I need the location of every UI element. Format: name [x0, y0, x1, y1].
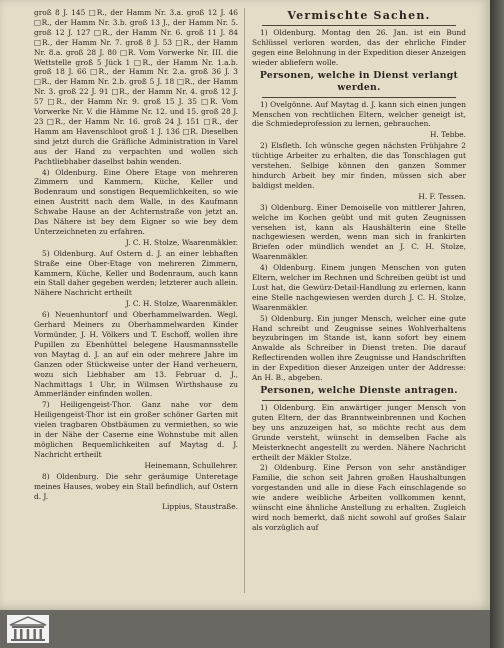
- scan-footer-bar: [0, 610, 490, 648]
- column-divider: [244, 8, 245, 593]
- signature-line: J. C. H. Stolze, Waarenmäkler.: [125, 299, 238, 309]
- notice-paragraph: 4) Oldenburg. Eine Obere Etage von mehreren Zimmern und Kammern, Küche, Keller und Bodenraum und sonstigen Bequemlichkeiten, so wie einen Austritt nach dem Walle, in des Kaufmann Schwabe Hause an der Achternstraße von jetzt an. Das Nähere ist bey dem Eigner so wie bey dem Unterzeichneten zu erfahren.: [34, 167, 238, 236]
- notice-paragraph: 2) Oldenburg. Eine Person von sehr anständiger Familie, die schon seit Jahren großen Haushaltungen vorgestanden und alle in diese Fach einschlagende so wie andere weibliche Arbeiten vollkommen kennt, wünscht eine ähnliche Anstellung zu erhalten. Zugleich wird noch bemerkt, daß nicht sowohl auf großes Salair als vorzüglich auf: [252, 463, 466, 532]
- notice-paragraph: 7) Heiligengeist-Thor. Ganz nahe vor dem Heiligengeist-Thor ist ein großer schöner Garten mit vielen tragbaren Obstbäumen zu vermiethen, so wie in der Nähe der Caserne eine Wohnstube mit allen möglichen Bequemlichkeiten auf Maytag d. J. Nachricht ertheilt: [34, 400, 238, 459]
- signature-line: Heinemann, Schullehrer.: [144, 460, 238, 470]
- signature-line: J. C. H. Stolze, Waarenmäkler.: [125, 237, 238, 247]
- signature-line: H. Tebbe.: [429, 130, 466, 140]
- library-building-logo: [6, 614, 50, 644]
- heading-rule: [262, 97, 456, 98]
- left-column: [34, 8, 238, 513]
- notice-paragraph: 5) Oldenburg. Auf Ostern d. J. an einer lebhaften Straße eine Ober-Etage von mehreren Zimmern, Kammern, Küche, Keller und Bodenraum, auch kann ein Stall daher gegeben werden; letzterer auch allein. Nähere Nachricht ertheilt: [34, 248, 238, 298]
- signature-line: H. F. Tessen.: [418, 191, 466, 201]
- heading-rule: [262, 400, 456, 401]
- heading-rule: [262, 25, 456, 26]
- notice-paragraph: 1) Oldenburg. Montag den 26. Jan. ist ein Bund Schlüssel verloren worden, das der ehrliche Finder gegen eine Belohnung in der Expedition dieser Anzeigen wieder abliefern wolle.: [252, 28, 466, 67]
- notice-paragraph: 2) Elsfleth. Ich wünsche gegen nächsten Frühjahre 2 tüchtige Arbeiter zu erhalten, die das Tonschlagen gut verstehen. Selbige können den ganzen Sommer hindurch Arbeit bey mir finden, müssen sich aber baldigst melden.: [252, 141, 466, 190]
- notice-paragraph: 4) Oldenburg. Einem jungen Menschen von guten Eltern, welcher im Rechnen und Schreiben geübt ist und Lust hat, die Gewürz-Detail-Handlung zu erlernen, kann eine Stelle nachgewiesen werden durch J. C. H. Stolze, Waarenmäkler.: [252, 263, 466, 312]
- notice-paragraph: 6) Neuenhuntorf und Oberhammelwarden. Wegl. Gerhard Meiners zu Oberhammelwarden Kinder Vormünder, J. H. Völkers und T. Eschoff, wollen ihre Pupillen zu Ebenhüttel belegene Hausmannsstelle von Maytag d. J. an auf ein oder mehrere Jahre im Ganzen oder Stückweise unter der Hand verheuern, wozu sich Liebhaber am 13. Februar d. J., Nachmittags 1 Uhr, in Wilmsen Wirthshause zu Ammerländer einfinden wollen.: [34, 310, 238, 399]
- signature-line: Lippius, Staustraße.: [162, 502, 238, 512]
- section-heading: Personen, welche in Dienst verlangt werden.: [259, 69, 459, 93]
- notice-paragraph: 5) Oldenburg. Ein junger Mensch, welcher eine gute Hand schreibt und Zeugnisse seines Wohlverhaltens beyzubringen im Stande ist, kann sofort bey einem Anwalde als Schreiber in Dienst treten. Die darauf Reflectirenden wollen ihre Zeugnisse und Handschriften in der Expedition dieser Anzeigen unter der Addresse: An H. B., abgeben.: [252, 313, 466, 383]
- notice-paragraph: 8) Oldenburg. Die sehr geräumige Unteretage meines Hauses, wobey ein Stall befindlich, auf Ostern d. J.: [34, 471, 238, 501]
- section-heading: Personen, welche Dienste antragen.: [260, 385, 458, 396]
- continued-paragraph: groß 8 J. 145 □R., der Hamm Nr. 3.a. groß 12 J. 46 □R., der Hamm Nr. 3.b. groß 13 J., der Hamm Nr. 5. groß 12 J. 127 □R., der Hamm Nr. 6. groß 11 J. 84 □R., der Hamm Nr. 7. groß 8 J. 53 □R., der Hamm Nr. 8.a. groß 28 J. 80 □R. Vom Vorwerke Nr. III. die Wettstelle groß 5 Jück 1 □R., der Hamm Nr. 1.a.b. groß 18 J. 66 □R., der Hamm Nr. 2.a. groß 36 J. 3 □R., der Hamm Nr. 2.b. groß 5 J. 18 □R., der Hamm Nr. 3. groß 22 J. 91 □R., der Hamm Nr. 4. groß 12 J. 57 □R., der Hamm Nr. 9. groß 15 J. 35 □R. Vom Vorwerke Nr. V. die Hämme Nr. 12. und 15. groß 28 J. 23 □R., der Hamm Nr. 16. groß 24 J. 151 □R., der Hamm am Havenschloot groß 1 J. 136 □R. Dieselben sind jetzt durch die Gräfliche Administration in Varel aus der Hand zu verpachten und wollen sich Pachtliebhaber daselbst bahin wenden.: [34, 8, 238, 166]
- book-spine-shadow: [490, 0, 504, 648]
- notice-paragraph: 1) Ovelgönne. Auf Maytag d. J. kann sich einen jungen Menschen von rechtlichen Eltern, welcher geneigt ist, die Schmiedeprofession zu lernen, gebrauchen.: [252, 99, 466, 129]
- notice-paragraph: 1) Oldenburg. Ein anwärtiger junger Mensch von guten Eltern, der das Branntweinbrennen und Kochen bey uns anzuzeigen hat, so möchte recht aus dem Grunde versteht, wünscht in demselben Fache als Meisterknecht angestellt zu werden. Nähere Nachricht ertheilt der Mäkler Stolze.: [252, 403, 466, 462]
- notice-paragraph: 3) Oldenburg. Einer Demoiselle von mittlerer Jahren, welche im Kochen geübt und mit guten Zeugnissen versehen ist, kann als Haushälterin eine Stelle nachgewiesen werden, wenn man sich in frankirten Briefen oder mündlich wendet an J. C. H. Stolze, Waarenmäkler.: [252, 202, 466, 262]
- section-heading: Vermischte Sachen.: [287, 9, 431, 22]
- right-column: [252, 8, 466, 534]
